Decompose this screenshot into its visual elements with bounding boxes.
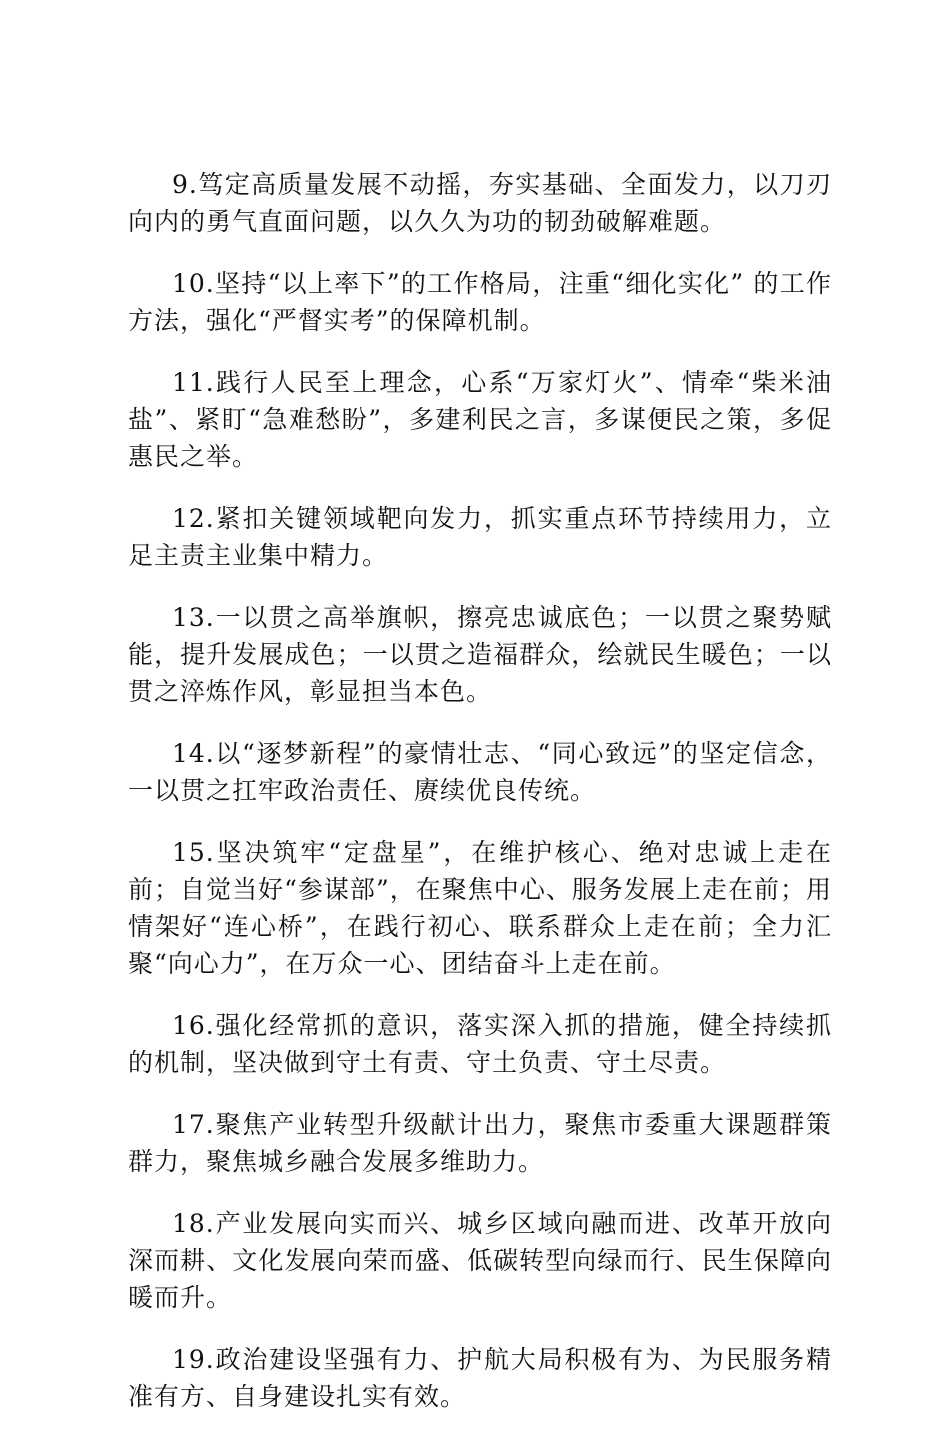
paragraph-18: 18.产业发展向实而兴、城乡区域向融而进、改革开放向深而耕、文化发展向荣而盛、低碳转型向绿而行、民生保障向暖而升。 bbox=[128, 1209, 832, 1312]
paragraph-14: 14.以“逐梦新程”的豪情壮志、“同心致远”的坚定信念，一以贯之扛牢政治责任、赓续优良传统。 bbox=[128, 739, 832, 805]
paragraph-12: 12.紧扣关键领域靶向发力，抓实重点环节持续用力，立足主责主业集中精力。 bbox=[128, 504, 832, 570]
paragraph-13: 13.一以贯之高举旗帜，擦亮忠诚底色；一以贯之聚势赋能，提升发展成色；一以贯之造福群众，绘就民生暖色；一以贯之淬炼作风，彰显担当本色。 bbox=[128, 603, 832, 706]
paragraph-11: 11.践行人民至上理念，心系“万家灯火”、情牵“柴米油盐”、紧盯“急难愁盼”，多建利民之言，多谋便民之策，多促惠民之举。 bbox=[128, 368, 832, 471]
paragraph-19: 19.政治建设坚强有力、护航大局积极有为、为民服务精准有方、自身建设扎实有效。 bbox=[128, 1345, 832, 1411]
paragraph-10: 10.坚持“以上率下”的工作格局，注重“细化实化” 的工作方法，强化“严督实考”的保障机制。 bbox=[128, 269, 832, 335]
paragraph-17: 17.聚焦产业转型升级献计出力，聚焦市委重大课题群策群力，聚焦城乡融合发展多维助力。 bbox=[128, 1110, 832, 1176]
document-body bbox=[128, 166, 832, 1440]
paragraph-15: 15.坚决筑牢“定盘星”，在维护核心、绝对忠诚上走在前；自觉当好“参谋部”，在聚焦中心、服务发展上走在前；用情架好“连心桥”，在践行初心、联系群众上走在前；全力汇聚“向心力”，在万众一心、团结奋斗上走在前。 bbox=[128, 838, 832, 978]
paragraph-16: 16.强化经常抓的意识，落实深入抓的措施，健全持续抓的机制，坚决做到守土有责、守土负责、守土尽责。 bbox=[128, 1011, 832, 1077]
paragraph-9: 9.笃定高质量发展不动摇，夯实基础、全面发力，以刀刃向内的勇气直面问题，以久久为功的韧劲破解难题。 bbox=[128, 170, 832, 236]
